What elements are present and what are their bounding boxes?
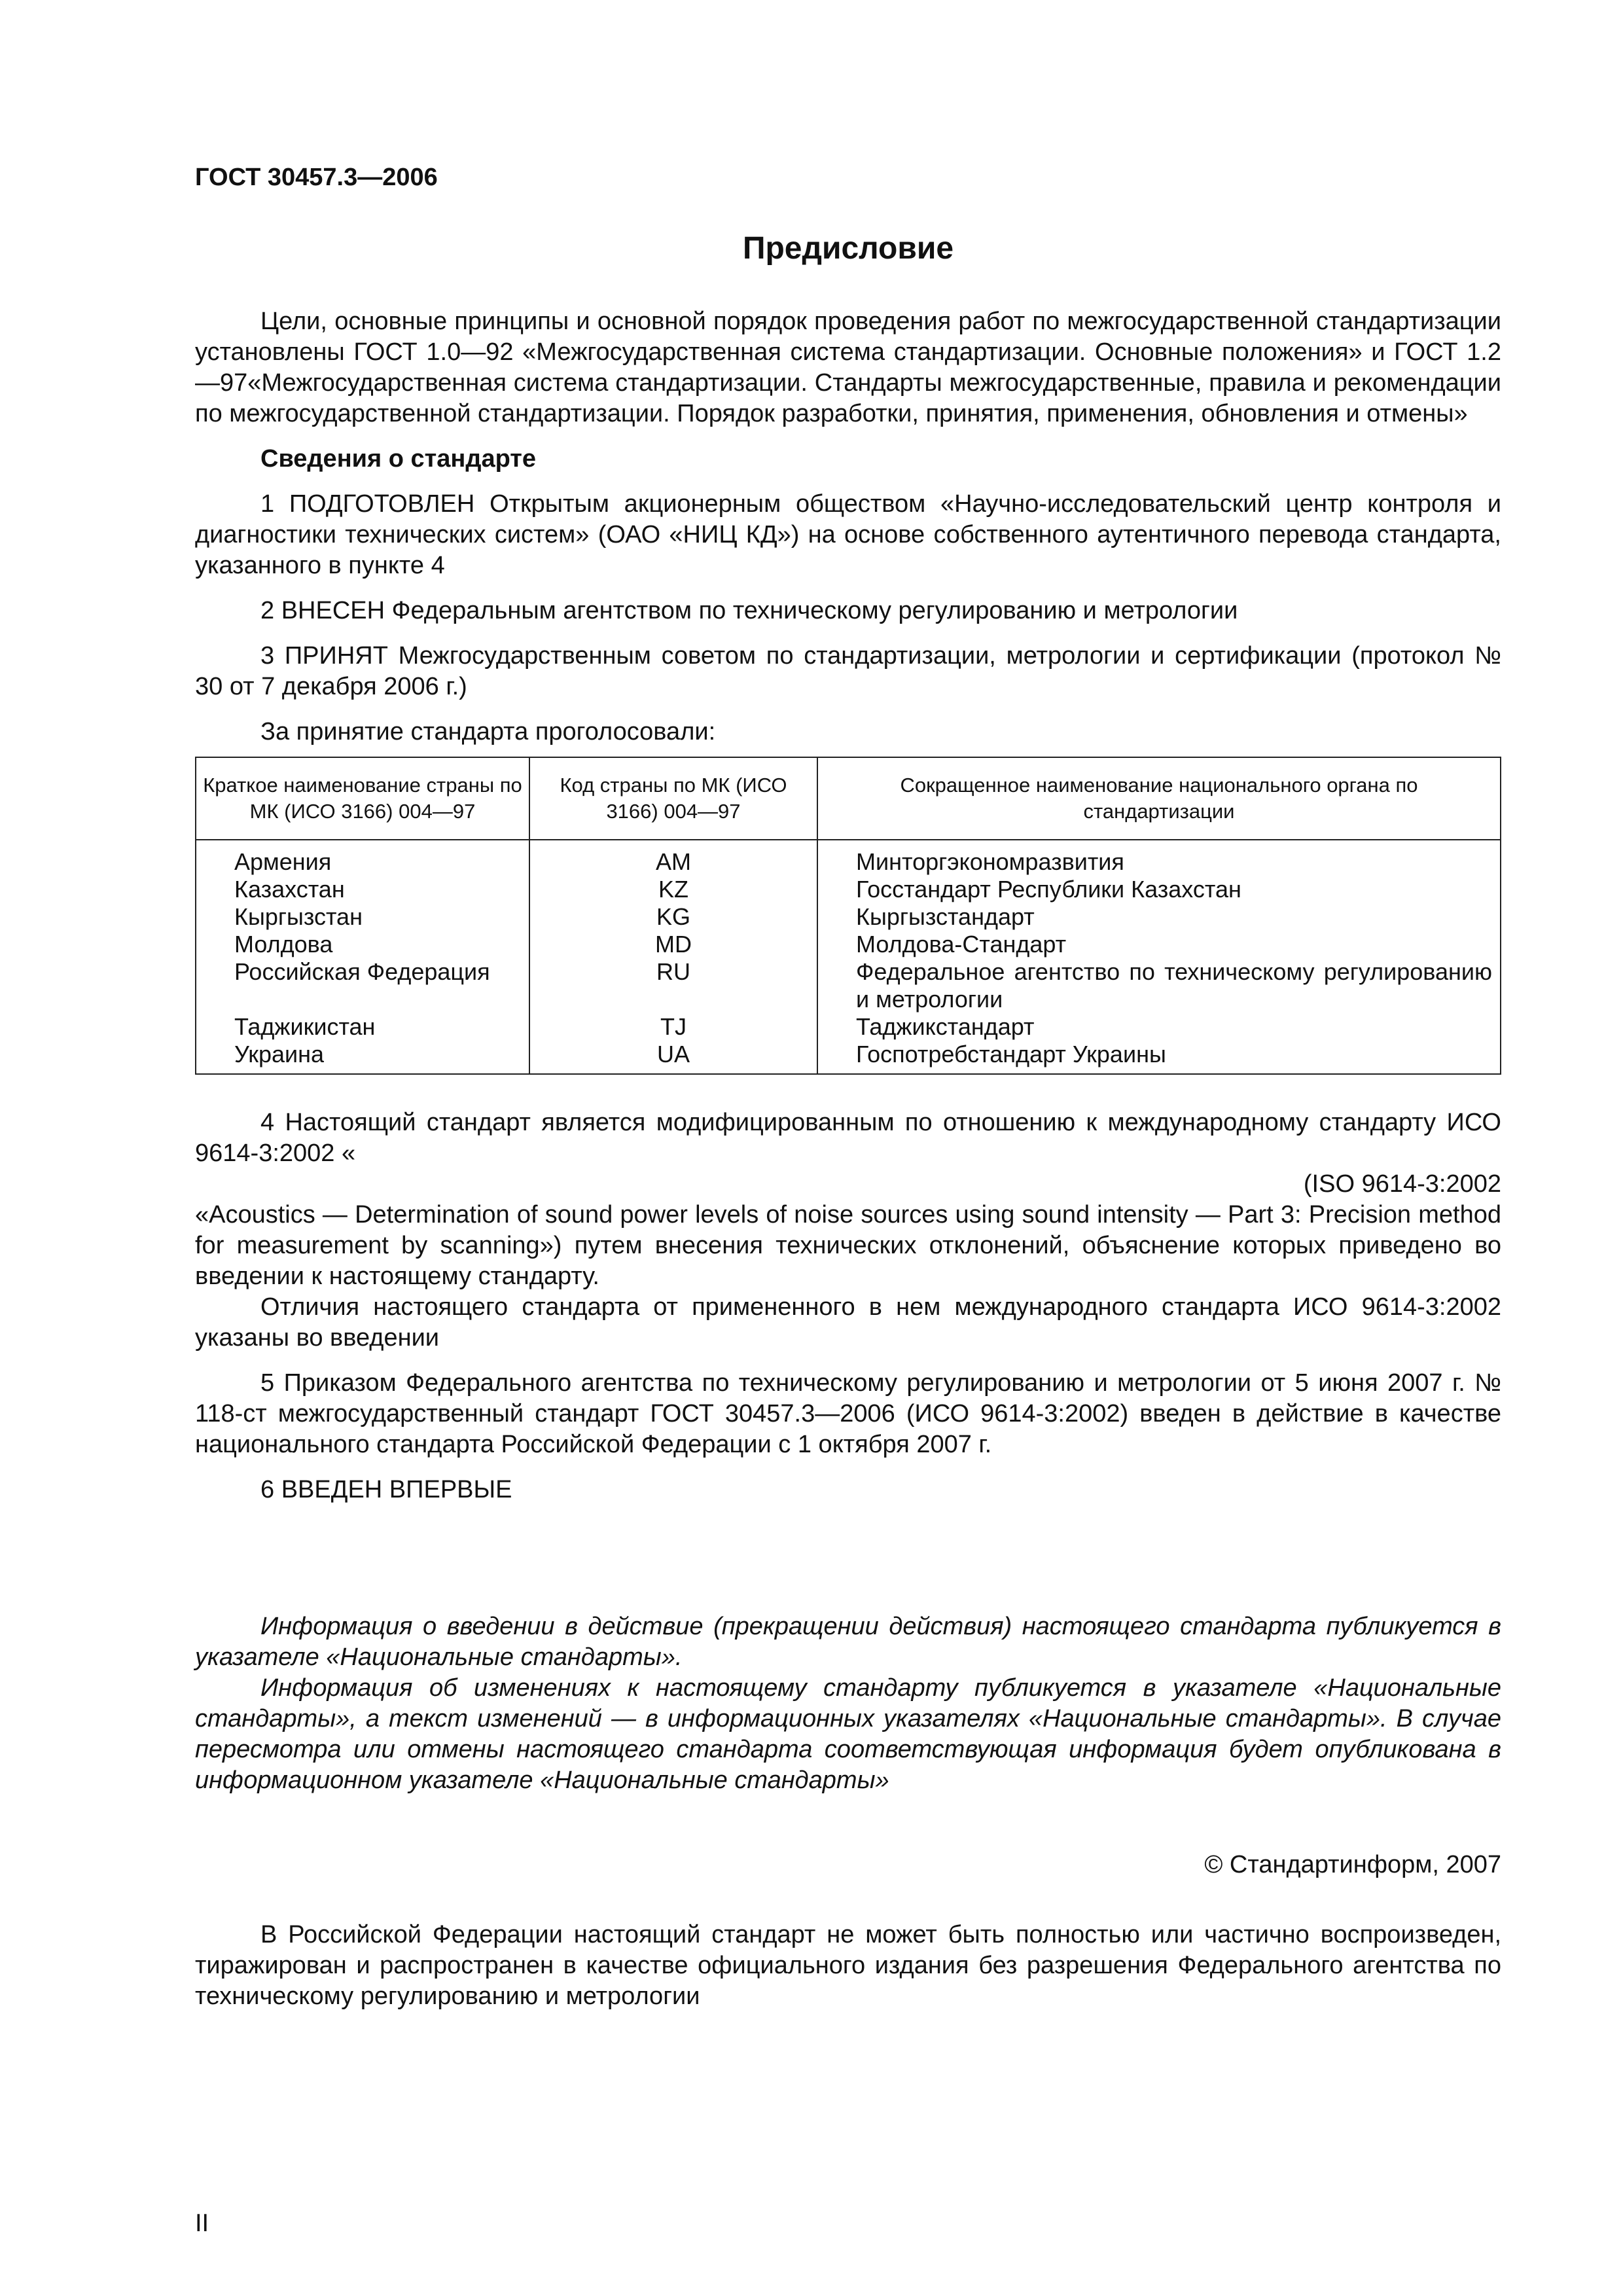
document-content: [195, 230, 1501, 2026]
table-row: [196, 1013, 1501, 1041]
country-code: KZ: [529, 876, 817, 903]
item-2-submitted: 2 ВНЕСЕН Федеральным агентством по техническому регулированию и метрологии: [260, 597, 1238, 624]
rights-paragraph: В Российской Федерации настоящий стандарт не может быть полностью или частично воспроизведен, тиражирован и распространен в качестве официального издания без разрешения Федерального агентства по техническому регулированию и метрологии: [195, 1921, 1501, 2010]
info-paragraph-1: Информация о введении в действие (прекращении действия) настоящего стандарта публикуется в указателе «Национальные стандарты».: [195, 1613, 1501, 1671]
country-code: AM: [529, 840, 817, 876]
standards-body: Госстандарт Республики Казахстан: [817, 876, 1501, 903]
country-code: TJ: [529, 1013, 817, 1041]
standards-body: Таджикстандарт: [817, 1013, 1501, 1041]
item-4-differences: Отличия настоящего стандарта от примененного в нем международного стандарта ИСО 9614-3:2002 указаны во введении: [195, 1293, 1501, 1352]
vote-intro: За принятие стандарта проголосовали:: [260, 718, 716, 745]
item-4-continuation: «Acoustics — Determination of sound power levels of noise sources using sound intensity — Part 3: Precision method for measurement by scanning») путем внесения технических отклонений, объяснение которых приведено во введении к настоящему стандарту.: [195, 1201, 1501, 1290]
table-row: [196, 931, 1501, 958]
column-header-code: Код страны по МК (ИСО 3166) 004—97: [529, 757, 817, 840]
country-code: RU: [529, 958, 817, 1013]
intro-paragraph: Цели, основные принципы и основной порядок проведения работ по межгосударственной стандартизации установлены ГОСТ 1.0—92 «Межгосударственная система стандартизации. Основные положения» и ГОСТ 1.2—97«Межгосударственная система стандартизации. Стандарты межгосударственные, правила и рекомендации по межгосударственной стандартизации. Порядок разработки, принятия, применения, обновления и отмены»: [195, 308, 1501, 427]
country-name: Молдова: [196, 931, 529, 958]
item-5-order: 5 Приказом Федерального агентства по техническому регулированию и метрологии от 5 июня 2007 г. № 118-ст межгосударственный стандарт ГОСТ 30457.3—2006 (ИСО 9614-3:2002) введен в действие в качестве национального стандарта Российской Федерации с 1 октября 2007 г.: [195, 1369, 1501, 1458]
country-name: Российская Федерация: [196, 958, 529, 1013]
page-title: Предисловие: [742, 231, 954, 266]
item-4-modified: 4 Настоящий стандарт является модифицированным по отношению к международному стандарту ИСО 9614-3:2002 «: [195, 1109, 1501, 1167]
standards-body: Госпотребстандарт Украины: [817, 1041, 1501, 1074]
standards-body: Минторгэкономразвития: [817, 840, 1501, 876]
table-row: [196, 876, 1501, 903]
info-paragraph-2: Информация об изменениях к настоящему стандарту публикуется в указателе «Национальные стандарты», а текст изменений — в информационных указателях «Национальные стандарты». В случае пересмотра или отмены настоящего стандарта соответствующая информация будет опубликована в информационном указателе «Национальные стандарты»: [195, 1674, 1501, 1794]
country-code: UA: [529, 1041, 817, 1074]
copyright-line: © Стандартинформ, 2007: [1204, 1851, 1501, 1878]
country-name: Казахстан: [196, 876, 529, 903]
voting-table: [195, 757, 1501, 1075]
country-code: MD: [529, 931, 817, 958]
country-name: Таджикистан: [196, 1013, 529, 1041]
country-name: Кыргызстан: [196, 903, 529, 931]
table-row: [196, 903, 1501, 931]
table-row: [196, 840, 1501, 876]
item-1-prepared: 1 ПОДГОТОВЛЕН Открытым акционерным обществом «Научно-исследовательский центр контроля и диагностики технических систем» (ОАО «НИЦ КД») на основе собственного аутентичного перевода стандарта, указанного в пункте 4: [195, 490, 1501, 579]
standards-body: Федеральное агентство по техническому регулированию и метрологии: [817, 958, 1501, 1013]
table-header-row: [196, 757, 1501, 840]
standards-body: Молдова-Стандарт: [817, 931, 1501, 958]
document-header-code: ГОСТ 30457.3—2006: [195, 164, 438, 191]
table-row: [196, 958, 1501, 1013]
page-number: II: [195, 2210, 209, 2237]
column-header-country: Краткое наименование страны по МК (ИСО 3166) 004—97: [196, 757, 529, 840]
country-name: Армения: [196, 840, 529, 876]
item-4-iso-reference: (ISO 9614-3:2002: [1303, 1170, 1501, 1198]
standard-info-subtitle: Сведения о стандарте: [260, 445, 537, 473]
column-header-body: Сокращенное наименование национального органа по стандартизации: [817, 757, 1501, 840]
item-6-introduced: 6 ВВЕДЕН ВПЕРВЫЕ: [260, 1476, 512, 1503]
country-code: KG: [529, 903, 817, 931]
standards-body: Кыргызстандарт: [817, 903, 1501, 931]
item-3-adopted: 3 ПРИНЯТ Межгосударственным советом по стандартизации, метрологии и сертификации (протокол № 30 от 7 декабря 2006 г.): [195, 642, 1501, 700]
country-name: Украина: [196, 1041, 529, 1074]
table-row: [196, 1041, 1501, 1074]
